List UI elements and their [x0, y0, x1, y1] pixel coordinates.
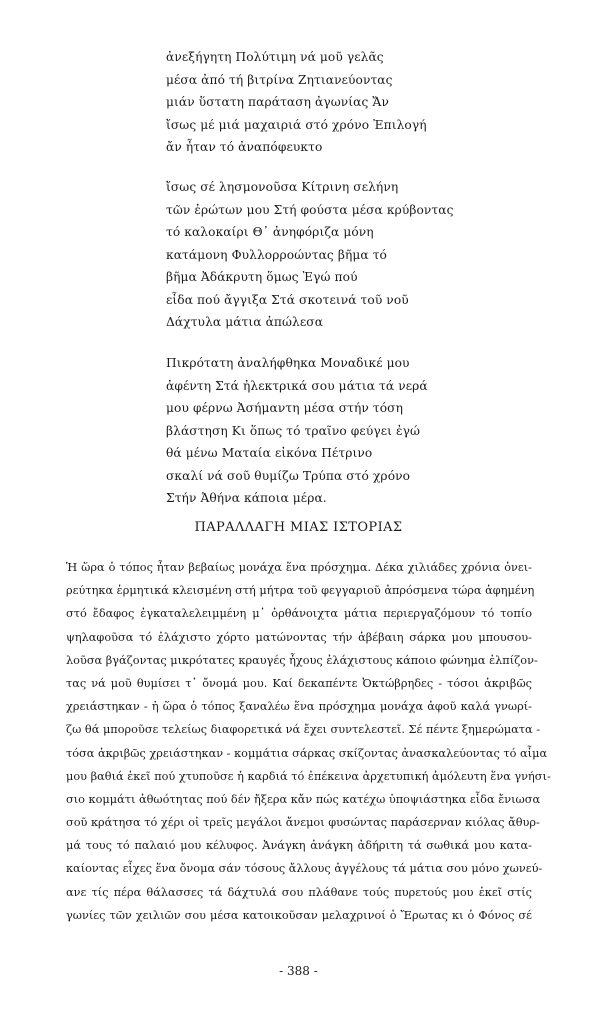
prose-line: τόσα ἀκριβῶς χρειάστηκαν - κομμάτια σάρκας σκίζοντας ἀνασκαλεύοντας τό αἷμα — [66, 746, 548, 760]
poem-line: ἴσως μέ μιά μαχαιριά στό χρόνο Ἐπιλογή — [166, 117, 427, 132]
prose-line: ζω θά μποροῦσε τελείως διαφορετικά νά ἔχει συντελεστεῖ. Σέ πέντε ξημερώματα - — [66, 723, 541, 737]
prose-line: λοῦσα βγάζοντας μικρότατες κραυγές ἦχους ἐλάχιστους κάποιο φώνημα ἐλπίζον- — [66, 653, 538, 667]
poem-line: ἀνεξήγητη Πολύτιμη νά μοῦ γελᾶς — [166, 50, 384, 64]
poem-line: μου φέρνω Ἀσήμαντη μέσα στήν τόση — [166, 401, 403, 415]
prose-line: μου βαθιά ἐκεῖ πού χτυποῦσε ἡ καρδιά τό ἐπέκεινα ἀρχετυπική ἀμόλευτη ἕνα γνήσι- — [66, 769, 551, 783]
poem-line: Στήν Ἀθήνα κάποια μέρα. — [166, 491, 327, 505]
poem-line: σκαλί νά σοῦ θυμίζω Τρύπα στό χρόνο — [166, 468, 411, 483]
prose-line: ψηλαφοῦσα τό ἐλάχιστο χόρτο ματώνοντας τήν ἀβέβαιη σάρκα μου μπουσου- — [66, 630, 532, 644]
poem-line: μιάν ὕστατη παράταση ἀγωνίας Ἄν — [166, 95, 389, 109]
page-number: - 388 - — [279, 964, 318, 978]
prose-line: γωνίες τῶν χειλιῶν σου μέσα κατοικοῦσαν μελαχρινοί ὁ Ἔρωτας κι ὁ Φόνος σέ — [66, 908, 532, 922]
poem-line: Δάχτυλα μάτια ἀπώλεσα — [166, 315, 324, 329]
prose-line: μά τους τό παλαιό μου κέλυφος. Ἀνάγκη ἀνάγκη ἀδήριτη τά σωθικά μου κατα- — [66, 839, 532, 853]
poem-line: θά μένω Ματαία εἰκόνα Πέτρινο — [166, 446, 373, 460]
poem-line: τῶν ἐρώτων μου Στή φούστα μέσα κρύβοντας — [166, 202, 454, 217]
poem-stanza-2 — [166, 176, 476, 334]
prose-line: χρειάστηκαν - ἡ ὥρα ὁ τόπος ξαναλέω ἕνα πρόσχημα μονάχα ἀφοῦ καλά γνωρί- — [66, 700, 532, 714]
poem-line: κατάμονη Φυλλορροώντας βῆμα τό — [166, 247, 387, 262]
prose-line: στό ἔδαφος ἐγκαταλελειμμένη μ᾽ ὀρθάνοιχτα μάτια περιεργαζόμουν τό τοπίο — [66, 607, 532, 621]
poem-line: εἶδα πού ἄγγιξα Στά σκοτεινά τοῦ νοῦ — [166, 292, 409, 307]
poem-line: βῆμα Ἀδάκρυτη ὅμως Ἐγώ πού — [166, 270, 358, 284]
prose-line: ρεύτηκα ἑρμητικά κλεισμένη στή μήτρα τοῦ φεγγαριοῦ ἀπρόσμενα τώρα ἀφημένη — [66, 584, 535, 598]
prose-line: σιο κομμάτι ἀθωότητας πού δέν ἤξερα κἄν πώς κατέχω ὑποψιάστηκα εἶδα ἔνιωσα — [66, 792, 541, 806]
prose-line: σοῦ κράτησα τό χέρι οἱ τρεῖς μεγάλοι ἄνεμοι φυσώντας παράσερναν κιόλας ἄθυρ- — [66, 816, 540, 830]
prose-line: ανε τίς πέρα θάλασσες τά δάχτυλά σου πλάθανε τούς πυρετούς μου ἐκεῖ στίς — [66, 885, 532, 899]
prose-paragraph — [66, 556, 551, 927]
prose-line: Ἡ ὥρα ὁ τόπος ἦταν βεβαίως μονάχα ἕνα πρόσχημα. Δέκα χιλιάδες χρόνια ὀνει- — [66, 561, 532, 574]
poem-line: ἴσως σέ λησμονοῦσα Κίτρινη σελήνη — [166, 180, 399, 194]
section-title: ΠΑΡΑΛΛΑΓΗ ΜΙΑΣ ΙΣΤΟΡΙΑΣ — [194, 520, 403, 535]
poem-line: Πικρότατη ἀναλήφθηκα Μοναδικέ μου — [166, 356, 410, 370]
poem-line: ἄν ἦταν τό ἀναπόφευκτο — [166, 140, 323, 154]
poem-stanza-3 — [166, 352, 476, 510]
poem-line: μέσα ἀπό τή βιτρίνα Ζητιανεύοντας — [166, 72, 393, 87]
poem-line: βλάστηση Κι ὅπως τό τραῖνο φεύγει ἐγώ — [166, 423, 421, 438]
poem-stanza-1 — [166, 46, 476, 159]
poem-line: ἀφέντη Στά ἠλεκτρικά σου μάτια τά νερά — [166, 378, 428, 393]
prose-line: τας νά μοῦ θυμίσει τ᾽ ὄνομά μου. Καί δεκαπέντε Ὀκτώβρηδες - τόσοι ἀκριβῶς — [66, 676, 532, 690]
prose-line: καίοντας εἶχες ἕνα ὄνομα σάν τόσους ἄλλους ἀγγέλους τά μάτια σου μόνο χωνεύ- — [66, 862, 543, 876]
poem-line: τό καλοκαίρι Θ᾽ ἀνηφόριζα μόνη — [166, 225, 374, 239]
